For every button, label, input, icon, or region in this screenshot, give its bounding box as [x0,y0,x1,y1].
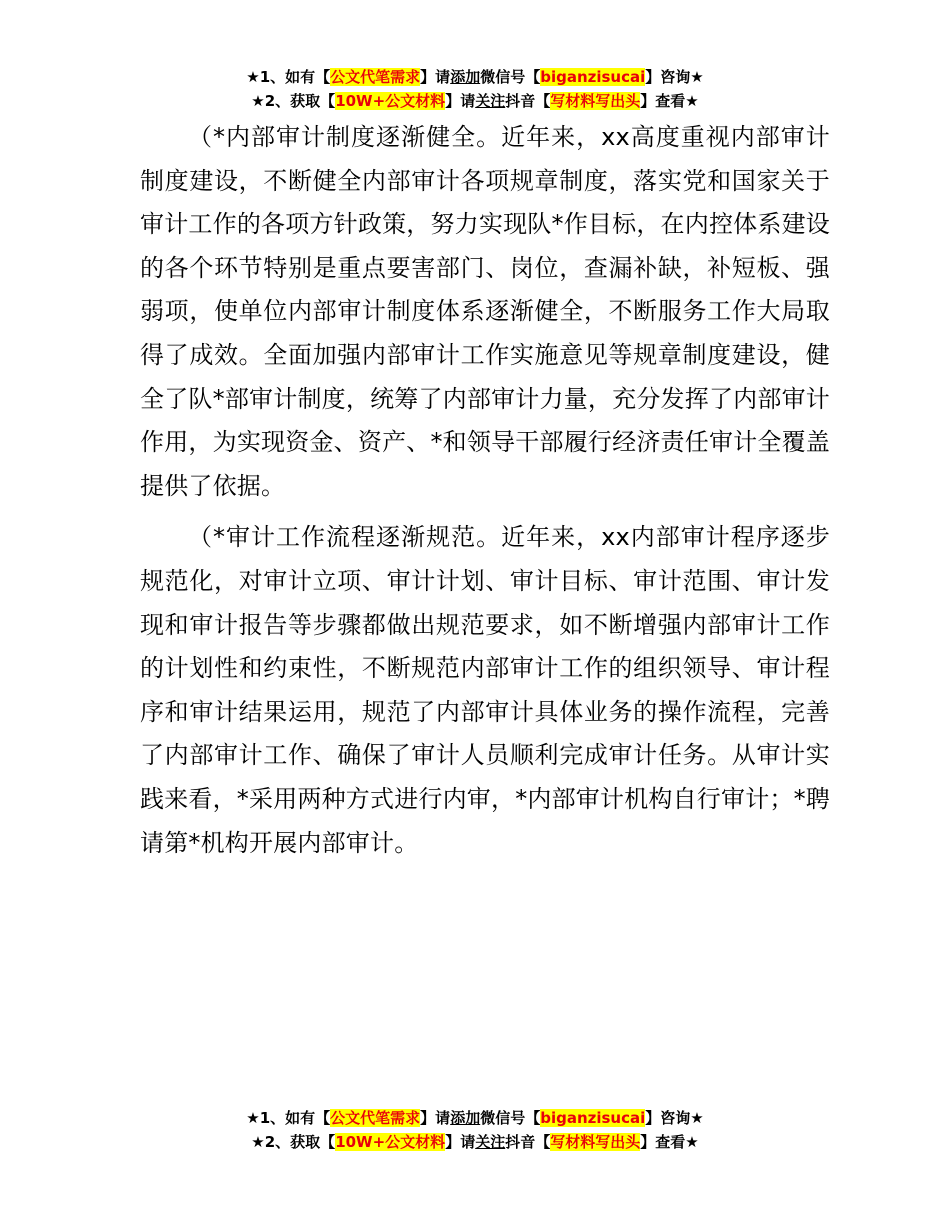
highlight-wechat-id: biganzisucai [540,1109,646,1127]
highlight-materials: 10W+公文材料 [335,1133,446,1151]
banner-text: 抖音【 [505,1133,551,1151]
banner-text: 微信号【 [480,1109,541,1127]
banner-text: 】咨询★ [645,68,704,86]
header-banner [0,65,950,113]
underlined-text: 添加 [450,68,481,86]
document-body [140,116,830,873]
highlight-materials: 10W+公文材料 [335,92,446,110]
paragraph-audit-process: （*审计工作流程逐渐规范。近年来，xx内部审计程序逐步规范化，对审计立项、审计计划、审计目标、审计范围、审计发现和审计报告等步骤都做出规范要求，如不断增强内部审计工作的计划性和约束性，不断规范内部审计工作的组织领导、审计程序和审计结果运用，规范了内部审计具体业务的操作流程，完善了内部审计工作、确保了审计人员顺利完成审计任务。从审计实践来看，*采用两种方式进行内审，*内部审计机构自行审计；*聘请第*机构开展内部审计。 [140,523,830,857]
paragraph-audit-system: （*内部审计制度逐渐健全。近年来，xx高度重视内部审计制度建设，不断健全内部审计各项规章制度，落实党和国家关于审计工作的各项方针政策，努力实现队*作目标，在内控体系建设的各个环节特别是重点要害部门、岗位，查漏补缺，补短板、强弱项，使单位内部审计制度体系逐渐健全，不断服务工作大局取得了成效。全面加强内部审计工作实施意见等规章制度建设，健全了队*部审计制度，统筹了内部审计力量，充分发挥了内部审计作用，为实现资金、资产、*和领导干部履行经济责任审计全覆盖提供了依据。 [140,123,830,500]
header-banner-line-1 [0,65,950,89]
banner-text: ★2、获取【 [251,1133,336,1151]
highlight-douyin-account: 写材料写出头 [550,92,641,110]
banner-text: 抖音【 [505,92,551,110]
highlight-douyin-account: 写材料写出头 [550,1133,641,1151]
banner-text: ★1、如有【 [246,68,331,86]
banner-text: 】查看★ [640,1133,699,1151]
footer-banner-line-2 [0,1130,950,1154]
highlight-service: 公文代笔需求 [330,68,421,86]
underlined-text: 关注 [475,1133,506,1151]
highlight-service: 公文代笔需求 [330,1109,421,1127]
underlined-text: 关注 [475,92,506,110]
banner-text: 】请 [420,1109,451,1127]
banner-text: ★1、如有【 [246,1109,331,1127]
banner-text: 】请 [420,68,451,86]
highlight-wechat-id: biganzisucai [540,68,646,86]
banner-text: 微信号【 [480,68,541,86]
banner-text: 】请 [445,92,476,110]
footer-banner-line-1 [0,1106,950,1130]
banner-text: 】咨询★ [645,1109,704,1127]
banner-text: 】请 [445,1133,476,1151]
header-banner-line-2 [0,89,950,113]
banner-text: 】查看★ [640,92,699,110]
footer-banner [0,1106,950,1154]
underlined-text: 添加 [450,1109,481,1127]
banner-text: ★2、获取【 [251,92,336,110]
